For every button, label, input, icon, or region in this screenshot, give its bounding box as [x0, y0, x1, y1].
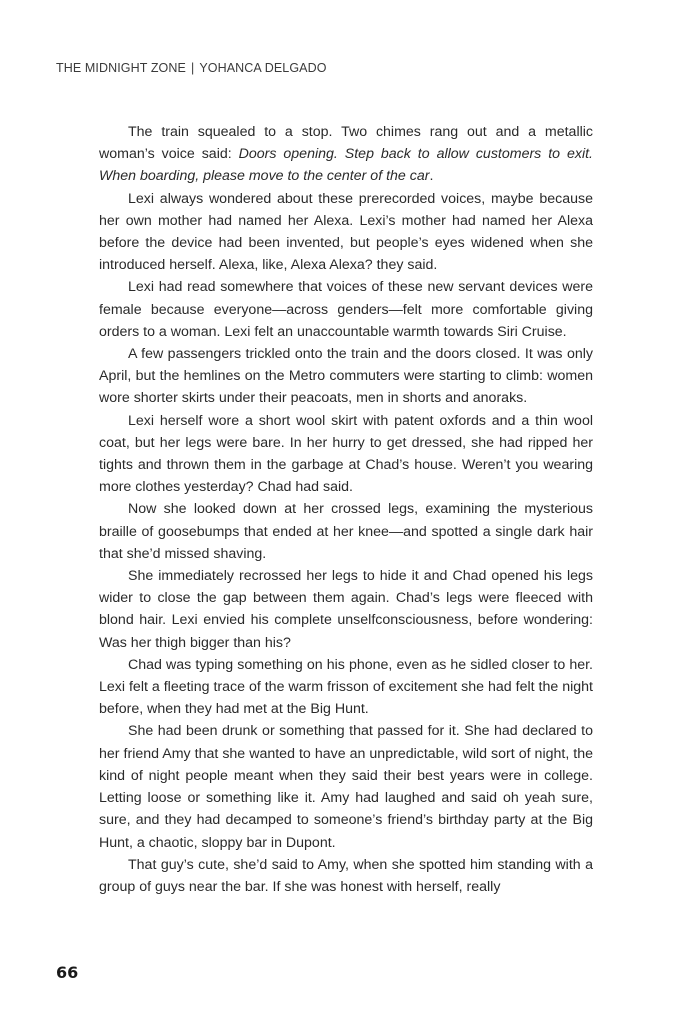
paragraph: Lexi always wondered about these prerecorded voices, maybe because her own mother had named her Alexa. Lexi’s mother had named her Alexa before the device had been invented, but people’s eyes widened when she introduced herself. Alexa, like, Alexa Alexa? they said.: [99, 190, 593, 274]
italic-announcement: Doors opening. Step back to allow customers to exit. When boarding, please move to the center of the car: [99, 146, 594, 185]
book-title: THE MIDNIGHT ZONE: [56, 61, 186, 75]
paragraph: That guy’s cute, she’d said to Amy, when she spotted him standing with a group of guys near the bar. If she was honest with herself, really: [99, 856, 593, 895]
running-header: [56, 61, 327, 75]
paragraph: Lexi herself wore a short wool skirt with patent oxfords and a thin wool coat, but her legs were bare. In her hurry to get dressed, she had ripped her tights and thrown them in the garbage at Chad’s house. Weren’t you wearing more clothes yesterday? Chad had said.: [99, 412, 593, 496]
header-separator: |: [190, 61, 195, 75]
paragraph: A few passengers trickled onto the train and the doors closed. It was only April, but the hemlines on the Metro commuters were starting to climb: women wore shorter skirts under their peacoats, men in shorts and anoraks.: [99, 346, 593, 407]
paragraph: Now she looked down at her crossed legs, examining the mysterious braille of goosebumps that ended at her knee—and spotted a single dark hair that she’d missed shaving.: [99, 501, 593, 562]
paragraph: She immediately recrossed her legs to hide it and Chad opened his legs wider to close the gap between them again. Chad’s legs were fleeced with blond hair. Lexi envied his complete unselfconsciousness, before wondering: Was her thigh bigger than his?: [99, 568, 593, 651]
paragraph: Chad was typing something on his phone, even as he sidled closer to her. Lexi felt a fleeting trace of the warm frisson of excitement she had felt the night before, when they had met at the Big Hunt.: [99, 656, 593, 718]
paragraph: [99, 121, 593, 188]
paragraph-text: The train squealed to a stop. Two chimes rang out and a metallic woman’s voice said:: [99, 124, 593, 163]
paragraph-text-end: .: [429, 168, 434, 185]
author-name: YOHANCA DELGADO: [199, 61, 327, 75]
body-text: [99, 121, 593, 898]
paragraph: She had been drunk or something that passed for it. She had declared to her friend Amy that she wanted to have an unpredictable, wild sort of night, the kind of night people meant when they said their best years were in college. Letting loose or something like it. Amy had laughed and said oh yeah sure, sure, and they had decamped to someone’s friend’s birthday party at the Big Hunt, a chaotic, sloppy bar in Dupont.: [99, 723, 593, 851]
paragraph: Lexi had read somewhere that voices of these new servant devices were female because everyone—across genders—felt more comfortable giving orders to a woman. Lexi felt an unaccountable warmth towards Siri Cruise.: [99, 279, 593, 340]
page-number: 66: [56, 963, 79, 982]
